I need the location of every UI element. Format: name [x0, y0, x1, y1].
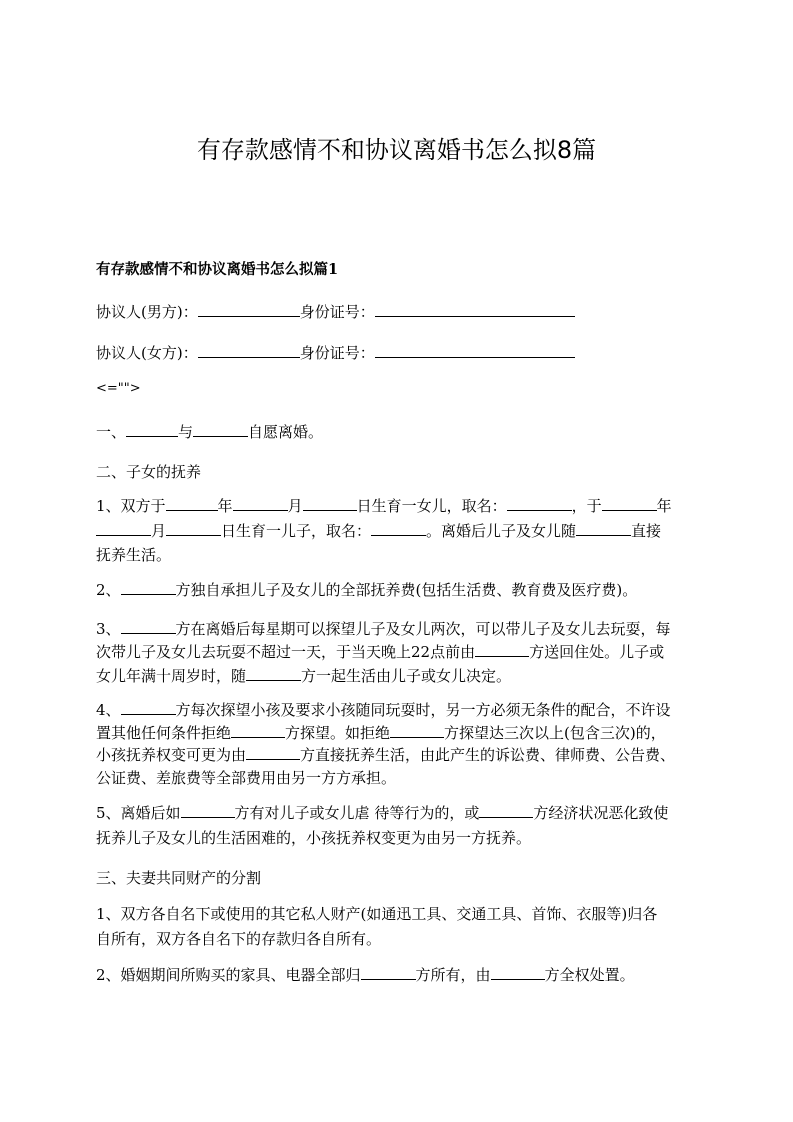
blank — [96, 519, 151, 536]
blank — [181, 801, 235, 818]
clause-1 — [96, 420, 706, 444]
q1-line2: 自所有，双方各自名下的存款归各自所有。 — [96, 930, 382, 948]
text: 方探望达三次以上(包含三次)的， — [444, 724, 666, 742]
blank — [475, 640, 529, 657]
p3-line1 — [96, 617, 706, 641]
blank — [491, 963, 545, 980]
male-id-blank — [375, 300, 575, 317]
text: 日生育一女儿，取名： — [356, 497, 507, 515]
text: 2、婚姻期间所购买的家具、电器全部归 — [96, 966, 361, 984]
blank — [371, 519, 426, 536]
text: 方全权处置。 — [544, 966, 635, 984]
placeholder-text: <=""> — [96, 381, 141, 396]
text: 方独自承担儿子及女儿的全部抚养费(包括生活费、教育费及医疗费)。 — [175, 581, 638, 599]
male-party-label: 协议人(男方)： — [96, 303, 198, 321]
p2-line1 — [96, 578, 706, 602]
text: 方有对儿子或女儿虐 待等行为的，或 — [234, 804, 480, 822]
text: 置其他任何条件拒绝 — [96, 724, 232, 742]
p4-line3 — [96, 743, 706, 767]
p4-line2 — [96, 721, 706, 745]
id-label: 身份证号： — [299, 344, 375, 362]
blank — [246, 743, 300, 760]
female-party-line — [96, 341, 706, 365]
blank — [246, 664, 301, 681]
text: 直接 — [631, 522, 662, 540]
blank — [126, 420, 178, 437]
male-party-line — [96, 300, 706, 324]
blank — [121, 578, 176, 595]
text: 方经济状况恶化致使 — [533, 804, 669, 822]
text: 3、 — [96, 620, 121, 638]
q1-line1: 1、双方各自名下或使用的其它私人财产(如通迅工具、交通工具、首饰、衣服等)归各 — [96, 905, 658, 923]
text: 1、双方于 — [96, 497, 166, 515]
p3-line2 — [96, 640, 706, 664]
text: 年 — [656, 497, 672, 515]
female-name-blank — [198, 341, 300, 358]
p1-line3: 抚养生活。 — [96, 546, 172, 564]
blank — [303, 494, 357, 511]
text: 年 — [217, 497, 233, 515]
text: 5、离婚后如 — [96, 804, 181, 822]
text: 方所有，由 — [415, 966, 491, 984]
text: 。离婚后儿子及女儿随 — [426, 522, 577, 540]
blank — [121, 617, 176, 634]
blank — [231, 721, 285, 738]
blank — [576, 519, 631, 536]
blank — [121, 698, 176, 715]
text: 次带儿子及女儿去玩耍不超过一天，于当天晚上22点前由 — [96, 643, 476, 661]
text: 2、 — [96, 581, 121, 599]
text: 自愿离婚。 — [248, 423, 324, 441]
text: ，于 — [571, 497, 602, 515]
text: 与 — [178, 423, 194, 441]
id-label: 身份证号： — [299, 303, 375, 321]
p1-line1 — [96, 494, 706, 518]
text: 方探望。如拒绝 — [285, 724, 391, 742]
p3-line3 — [96, 664, 706, 688]
blank — [166, 494, 218, 511]
text: 4、 — [96, 701, 121, 719]
blank — [507, 494, 572, 511]
q2-line1 — [96, 963, 706, 987]
text: 女儿年满十周岁时，随 — [96, 667, 247, 685]
section-heading: 有存款感情不和协议离婚书怎么拟篇1 — [96, 261, 339, 278]
text: 方直接抚养生活，由此产生的诉讼费、律师费、公告费、 — [300, 746, 676, 764]
blank — [361, 963, 416, 980]
section-3-heading: 三、夫妻共同财产的分割 — [96, 869, 262, 887]
p1-line2 — [96, 519, 706, 543]
p4-line1 — [96, 698, 706, 722]
blank — [602, 494, 657, 511]
text: 日生育一儿子，取名： — [221, 522, 372, 540]
blank — [166, 519, 221, 536]
text: 小孩抚养权变可更为由 — [96, 746, 247, 764]
text: 月 — [287, 497, 303, 515]
blank — [233, 494, 288, 511]
blank — [193, 420, 248, 437]
document-title: 有存款感情不和协议离婚书怎么拟8篇 — [196, 136, 597, 164]
text: 方一起生活由儿子或女儿决定。 — [301, 667, 512, 685]
female-id-blank — [375, 341, 575, 358]
text: 方在离婚后每星期可以探望儿子及女儿两次，可以带儿子及女儿去玩耍，每 — [175, 620, 671, 638]
male-name-blank — [198, 300, 300, 317]
female-party-label: 协议人(女方)： — [96, 344, 198, 362]
blank — [479, 801, 533, 818]
p5-line2: 抚养儿子及女儿的生活困难的，小孩抚养权变更为由另一方抚养。 — [96, 829, 532, 847]
text: 方送回住处。儿子或 — [529, 643, 665, 661]
p4-line4: 公证费、差旅费等全部费用由另一方方承担。 — [96, 769, 397, 787]
blank — [390, 721, 444, 738]
text: 月 — [151, 522, 167, 540]
text: 一、 — [96, 423, 127, 441]
text: 方每次探望小孩及要求小孩随同玩耍时，另一方必须无条件的配合，不许设 — [175, 701, 671, 719]
section-2-heading: 二、子女的抚养 — [96, 463, 202, 481]
p5-line1 — [96, 801, 706, 825]
